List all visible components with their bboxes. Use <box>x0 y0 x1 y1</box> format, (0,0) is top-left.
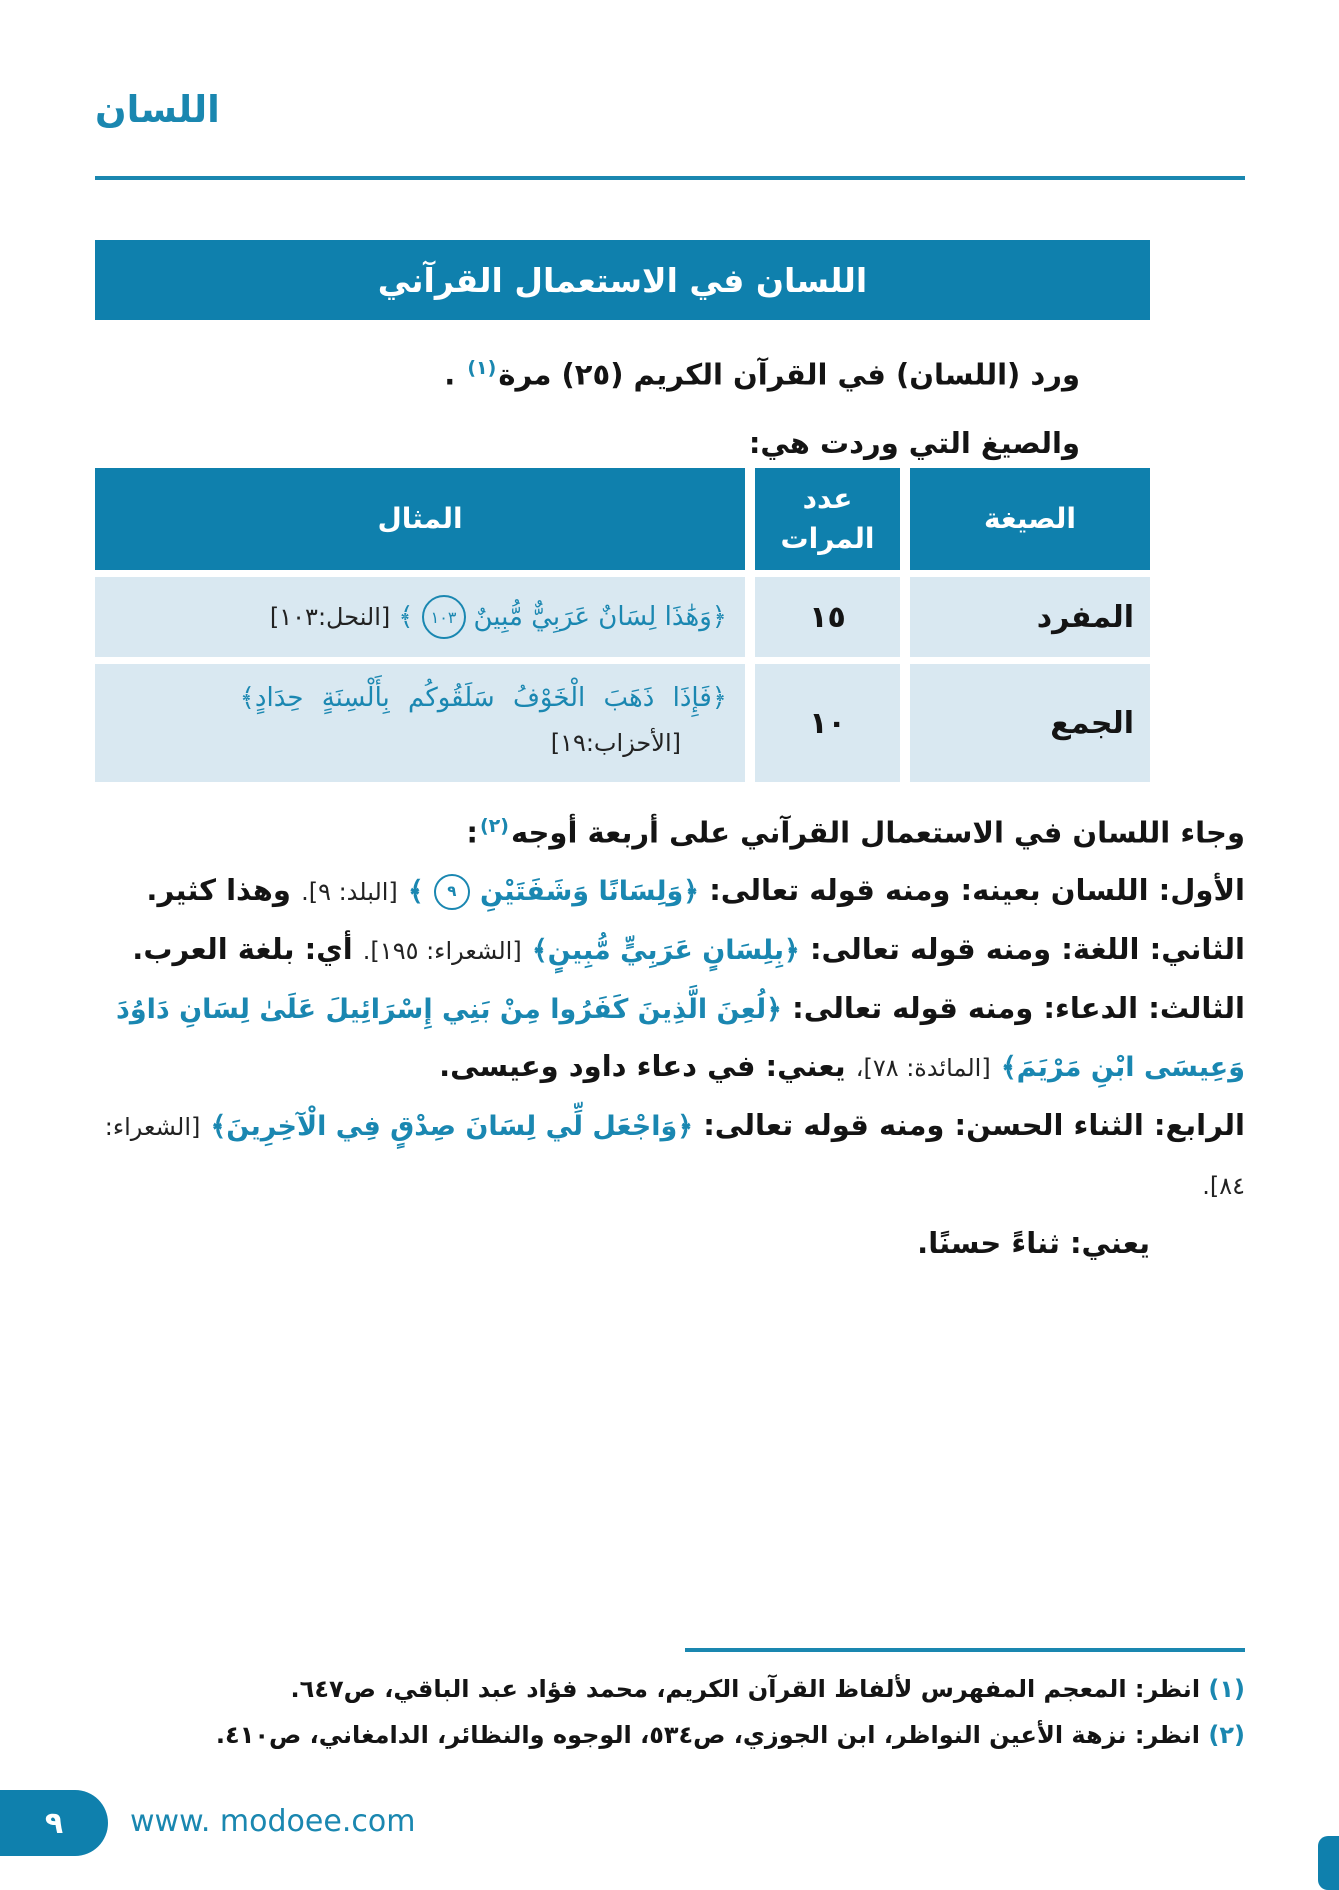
item-lead: الثناء الحسن: ومنه قوله تعالى: <box>703 1107 1144 1142</box>
table-row-plural <box>95 664 1150 782</box>
item-label: الثالث: <box>1148 990 1245 1025</box>
usage-intro-colon: : <box>466 815 478 850</box>
quran-verse: ﴿فَإِذَا ذَهَبَ الْخَوْفُ سَلَقُوكُم بِأَلْسِنَةٍ حِدَادٍ﴾ <box>239 683 727 713</box>
surah-reference: [الشعراء: ١٩٥]. <box>362 936 522 965</box>
table-header-row <box>95 468 1150 570</box>
quran-verse: ﴿بِلِسَانٍ عَرَبِيٍّ مُّبِينٍ﴾ <box>531 934 800 966</box>
surah-reference: [الشعراء: ٨٤]. <box>104 1112 1245 1200</box>
count-cell: ١٥ <box>755 577 900 657</box>
intro-line-1-text: ورد (اللسان) في القرآن الكريم (٢٥) مرة <box>498 357 1080 392</box>
table-header-form: الصيغة <box>910 468 1150 570</box>
count-cell: ١٠ <box>755 664 900 782</box>
footnote-2 <box>95 1712 1245 1758</box>
item-lead: الدعاء: ومنه قوله تعالى: <box>792 990 1139 1025</box>
item-tail: وهذا كثير. <box>146 872 291 907</box>
header-rule <box>95 176 1245 180</box>
corner-accent-bar <box>1318 1836 1339 1890</box>
page-number: ٩ <box>44 1805 64 1841</box>
item-lead: اللسان بعينه: ومنه قوله تعالى: <box>709 872 1149 907</box>
quran-verse: ﴿وَاجْعَل لِّي لِسَانَ صِدْقٍ فِي الْآخِرِينَ﴾ <box>210 1110 694 1142</box>
forms-table <box>95 468 1150 789</box>
intro-line-1 <box>95 334 1080 409</box>
item-label: الثاني: <box>1149 931 1245 966</box>
verse-close-bracket: ﴾ <box>398 602 414 632</box>
example-cell <box>95 664 745 782</box>
usage-item-4 <box>95 1097 1245 1215</box>
website-link[interactable]: www. modoee.com <box>130 1804 416 1839</box>
intro-section <box>95 334 1080 477</box>
footnote-ref-2: (٢) <box>479 815 509 837</box>
usage-intro-text: وجاء اللسان في الاستعمال القرآني على أربعة أوجه <box>510 815 1245 850</box>
footnote-1 <box>95 1666 1245 1712</box>
table-header-example: المثال <box>95 468 745 570</box>
footnote-ref-1: (١) <box>467 357 497 379</box>
example-cell <box>95 577 745 657</box>
section-banner-title: اللسان في الاستعمال القرآني <box>377 260 868 300</box>
table-row-singular <box>95 577 1150 657</box>
intro-line-1-period: . <box>444 357 456 392</box>
running-header-title: اللسان <box>95 88 220 131</box>
item-tail: يعني: في دعاء داود وعيسى. <box>439 1048 846 1083</box>
footnote-marker: (١) <box>1208 1675 1245 1703</box>
quran-verse: ﴿لُعِنَ الَّذِينَ كَفَرُوا مِنْ بَنِي إِسْرَائِيلَ عَلَىٰ لِسَانِ دَاوُدَ وَعِيسَى ابْنِ مَرْيَمَ﴾ <box>115 993 1245 1083</box>
form-cell: المفرد <box>910 577 1150 657</box>
verse-close-bracket: ﴾ <box>407 875 424 907</box>
item-lead: اللغة: ومنه قوله تعالى: <box>809 931 1140 966</box>
surah-reference: [الأحزاب:١٩] <box>550 729 681 757</box>
table-header-count: عدد المرات <box>755 468 900 570</box>
footnotes-section <box>95 1666 1245 1758</box>
footnote-text: انظر: المعجم المفهرس لألفاظ القرآن الكريم، محمد فؤاد عبد الباقي، ص٦٤٧. <box>290 1675 1201 1703</box>
verse-number-badge: ٩ <box>434 874 470 910</box>
footnote-text: انظر: نزهة الأعين النواظر، ابن الجوزي، ص٥٣٤، الوجوه والنظائر، الدامغاني، ص٤١٠. <box>215 1721 1201 1749</box>
form-cell: الجمع <box>910 664 1150 782</box>
usage-item-3 <box>95 980 1245 1097</box>
surah-reference: [المائدة: ٧٨]، <box>855 1053 991 1082</box>
item-label: الرابع: <box>1153 1107 1245 1142</box>
item-tail: أي: بلغة العرب. <box>132 931 353 966</box>
footnotes-separator <box>685 1648 1245 1652</box>
quran-verse: ﴿وَلِسَانًا وَشَفَتَيْنِ <box>479 875 700 907</box>
item-label: الأول: <box>1158 872 1245 907</box>
section-banner <box>95 240 1150 320</box>
usage-closing: يعني: ثناءً حسنًا. <box>917 1225 1150 1260</box>
surah-reference: [البلد: ٩]. <box>301 877 398 906</box>
footnote-marker: (٢) <box>1208 1721 1245 1749</box>
quran-verse: ﴿وَهَٰذَا لِسَانٌ عَرَبِيٌّ مُّبِينٌ <box>473 602 727 632</box>
usage-intro <box>95 798 1245 862</box>
usage-section <box>95 798 1245 1272</box>
verse-number-badge: ١٠٣ <box>422 595 466 639</box>
intro-line-2: والصيغ التي وردت هي: <box>748 425 1080 460</box>
surah-reference: [النحل:١٠٣] <box>269 603 391 631</box>
usage-item-2 <box>95 921 1245 980</box>
page-number-tab <box>0 1790 108 1856</box>
usage-item-1 <box>95 862 1245 921</box>
